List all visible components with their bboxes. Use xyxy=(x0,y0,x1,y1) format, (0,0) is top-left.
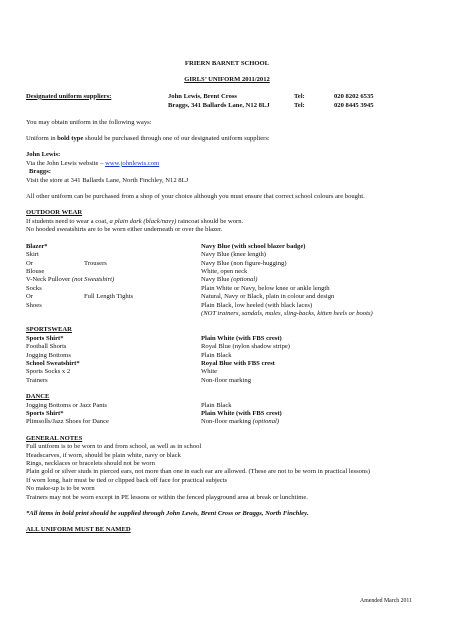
suppliers-block xyxy=(26,93,428,111)
braggs-heading: Braggs: xyxy=(29,168,51,176)
ways-text: You may obtain uniform in the following ways: xyxy=(26,118,152,126)
list-item: (NOT trainers, sandals, mules, sling-backs, kitten heels or boots) xyxy=(201,309,373,317)
supplier-row xyxy=(26,93,428,101)
list-item: Rings, necklaces or bracelets should not be worn xyxy=(26,460,155,468)
list-item: No make-up is to be worn xyxy=(26,485,95,493)
list-item: If worn long, hair must be tied or clipped back off face for practical subjects xyxy=(26,476,228,484)
list-item: Or Full Length Tights Natural, Navy or Black, plain in colour and design xyxy=(26,293,335,301)
other-uniform-text: All other uniform can be purchased from a shop of your choice although you must ensure that correct school colours are bought. xyxy=(26,193,365,201)
supplier-row xyxy=(26,102,428,110)
list-item: Sports Socks x 2 White xyxy=(26,368,218,376)
bold-items-note: *All items in bold print should be supplied through John Lewis, Brent Cross or Braggs, North Finchley. xyxy=(26,510,309,518)
named-notice: ALL UNIFORM MUST BE NAMED xyxy=(26,526,131,534)
tel-label: Tel: xyxy=(294,102,305,110)
dance-heading: DANCE xyxy=(26,393,50,401)
list-item: Or Trousers Navy Blue (non figure-hugging) xyxy=(26,259,287,267)
list-item: Jogging Bottoms Plain Black xyxy=(26,351,232,359)
list-item: Trainers may not be worn except in PE lessons or within the fenced playground area at break or lunchtime. xyxy=(26,493,308,501)
list-item: V-Neck Pullover (not Sweatshirt) Navy Blue (optional) xyxy=(26,276,258,284)
outdoor-heading: OUTDOOR WEAR xyxy=(26,209,83,217)
general-notes-section xyxy=(26,435,428,502)
supplier-name: Braggs, 341 Ballards Lane, N12 8LJ xyxy=(168,102,270,110)
list-item: Blouse White, open neck xyxy=(26,267,248,275)
list-item: Sports Shirt* Plain White (with FBS crest) xyxy=(26,334,282,342)
supplier-name: John Lewis, Brent Cross xyxy=(168,92,237,100)
sportswear-heading: SPORTSWEAR xyxy=(26,326,72,334)
bold-type-text: Uniform in bold type should be purchased through one of our designated uniform suppliers: xyxy=(26,135,270,143)
general-notes-heading: GENERAL NOTES xyxy=(26,434,83,442)
list-item: Full uniform is to be worn to and from school, as well as in school xyxy=(26,443,202,451)
tel-label: Tel: xyxy=(294,92,305,100)
list-item: Plimsolls/Jazz Shoes for Dance Non-floor marking (optional) xyxy=(26,418,280,426)
list-item: Football Shorts Royal Blue (nylon shadow stripe) xyxy=(26,343,291,351)
tel-number: 020 8445 3945 xyxy=(334,102,374,110)
list-item: Jogging Bottoms or Jazz Pants Plain Black xyxy=(26,401,232,409)
list-item: School Sweatshirt* Royal Blue with FBS crest xyxy=(26,359,275,367)
school-name: FRIERN BARNET SCHOOL xyxy=(184,60,270,67)
list-item: Blazer* Navy Blue (with school blazer badge) xyxy=(26,242,306,250)
outdoor-section xyxy=(26,209,428,234)
list-item: Trainers Non-floor marking xyxy=(26,376,251,384)
list-item: Headscarves, if worn, should be plain white, navy or black xyxy=(26,451,181,459)
john-lewis-block xyxy=(26,151,428,185)
document-title: GIRLS’ UNIFORM 2011/2012 xyxy=(184,76,270,84)
document-page xyxy=(26,60,428,535)
list-item: Sports Shirt* Plain White (with FBS crest) xyxy=(26,410,282,417)
braggs-visit: Visit the store at 341 Ballards Lane, North Finchley, N12 8LJ xyxy=(26,176,189,184)
dance-section xyxy=(26,393,428,427)
main-uniform-list xyxy=(26,243,428,319)
outdoor-line: If students need to wear a coat, a plain dark (black/navy) raincoat should be worn. xyxy=(26,217,244,225)
suppliers-label: Designated uniform suppliers: xyxy=(26,92,112,100)
tel-number: 020 8202 6535 xyxy=(334,92,374,100)
list-item: Skirt Navy Blue (knee length) xyxy=(26,251,267,259)
john-lewis-heading: John Lewis: xyxy=(26,151,61,159)
list-item: Shoes Plain Black, low heeled (with black laces) xyxy=(26,301,313,309)
list-item: Plain gold or silver studs in pierced ears, not more than one in each ear are allowed. (These are not to be worn in practical lessons) xyxy=(26,468,371,476)
sportswear-section xyxy=(26,326,428,385)
john-lewis-link[interactable]: www.johnlewis.com xyxy=(105,159,160,167)
outdoor-line: No hooded sweatshirts are to be worn either underneath or over the blazer. xyxy=(26,226,223,234)
list-item: Socks Plain White or Navy, below knee or ankle length xyxy=(26,284,330,292)
john-lewis-via: Via the John Lewis website – www.johnlewis.com xyxy=(26,159,160,167)
amended-date: Amended March 2011 xyxy=(360,598,412,604)
